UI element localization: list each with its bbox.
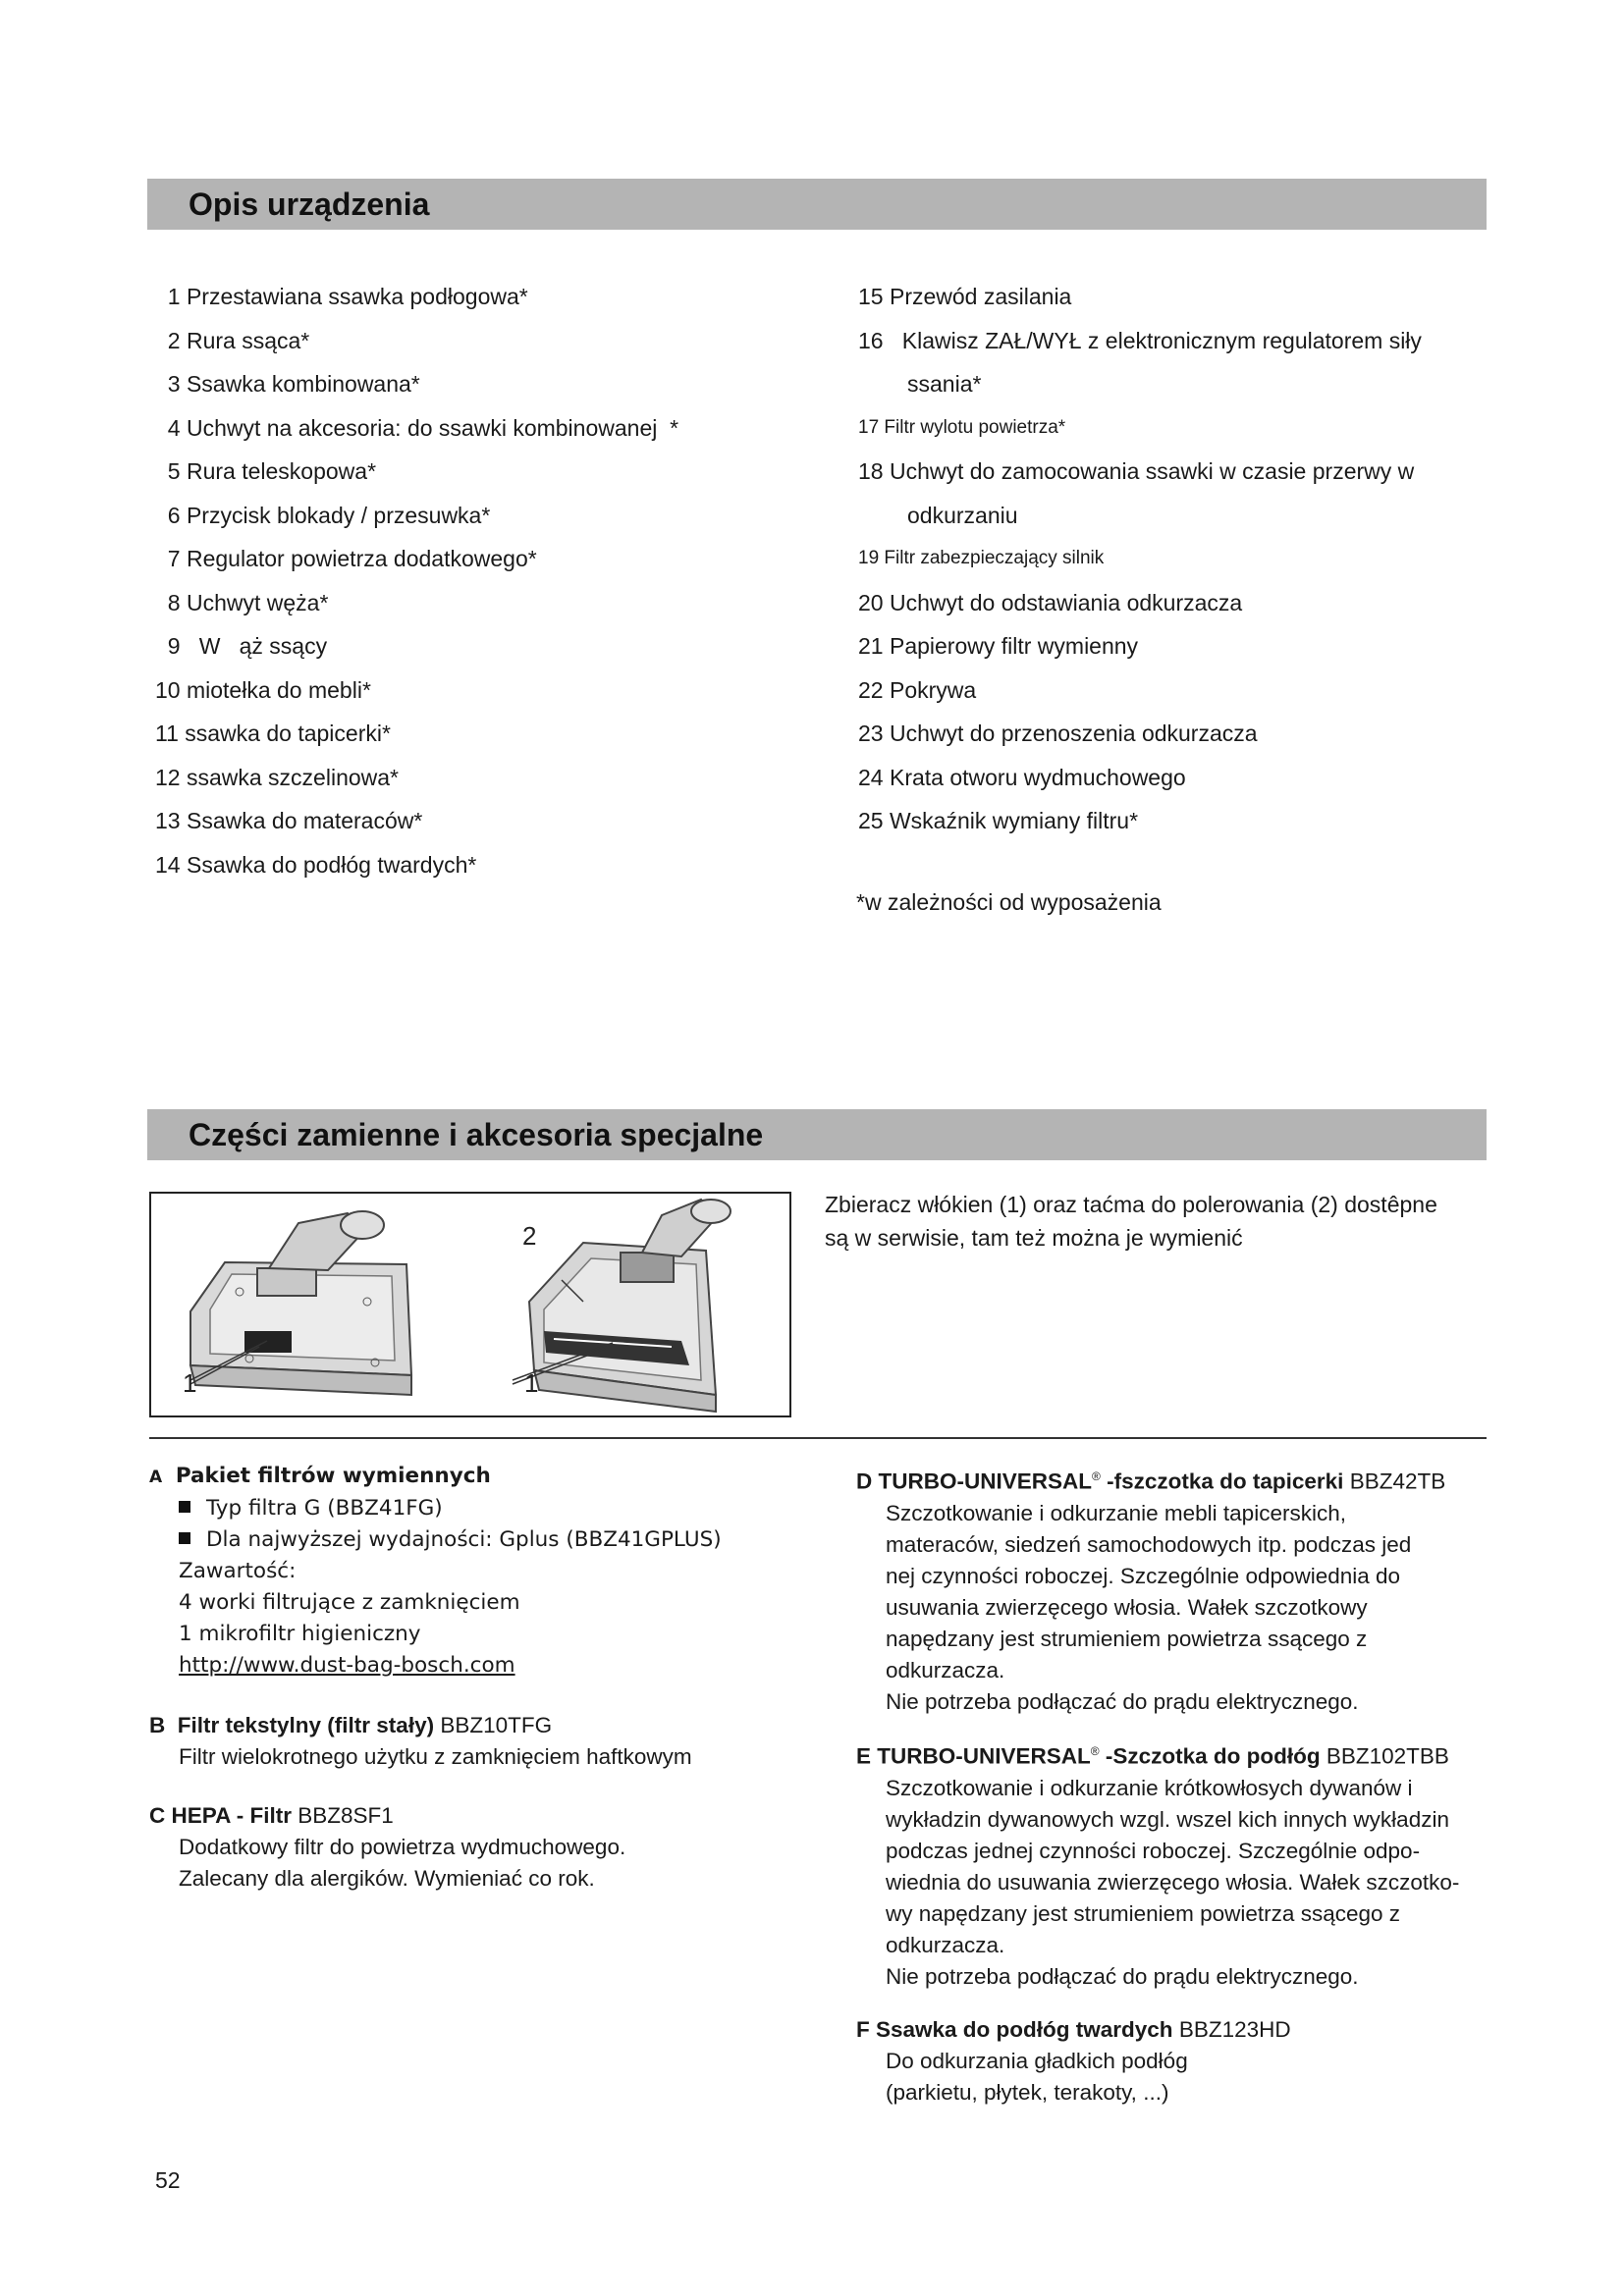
left-brush-drawing	[190, 1211, 411, 1395]
accessory-title-suffix: -fszczotka do tapicerki	[1100, 1468, 1344, 1494]
section-header-bar	[147, 1109, 1487, 1160]
contents-item: 4 worki filtrujące z zamknięciem	[179, 1590, 520, 1615]
accessory-letter: A	[149, 1468, 163, 1487]
registered-mark: ®	[1090, 1744, 1100, 1758]
list-item: 15 Przewód zasilania	[858, 284, 1072, 309]
list-item: 6 Przycisk blokady / przesuwka*	[155, 502, 491, 528]
accessory-title: Pakiet filtrów wymiennych	[175, 1464, 491, 1488]
figure-label-1-right: 1	[524, 1368, 539, 1398]
accessory-description: usuwania zwierzęcego włosia. Wałek szczotkowy	[886, 1594, 1368, 1620]
accessory-description: materaców, siedzeń samochodowych itp. podczas jed	[886, 1531, 1412, 1557]
brush-illustration	[149, 1192, 791, 1417]
list-item: 18 Uchwyt do zamocowania ssawki w czasie przerwy w	[858, 458, 1415, 484]
accessory-title: D TURBO-UNIVERSAL	[856, 1468, 1092, 1494]
accessory-description: Szczotkowanie i odkurzanie krótkowłosych dywanów i	[886, 1775, 1413, 1800]
contents-item: 1 mikrofiltr higieniczny	[179, 1622, 421, 1646]
list-item-continuation: odkurzaniu	[907, 502, 1018, 528]
accessory-code: BBZ123HD	[1178, 2017, 1291, 2042]
accessory-title: F Ssawka do podłóg twardych	[856, 2017, 1173, 2042]
list-item: 8 Uchwyt węża*	[155, 589, 329, 615]
note-line: Zbieracz włókien (1) oraz taćma do polerowania (2) dostêpne	[825, 1192, 1437, 1217]
registered-mark: ®	[1092, 1469, 1101, 1483]
section-title-device-description: Opis urządzenia	[189, 187, 430, 222]
parts-list-right	[858, 275, 1487, 843]
list-item: 12 ssawka szczelinowa*	[155, 764, 400, 790]
list-item: 9 W ąż ssący	[155, 633, 328, 659]
list-item: 23 Uchwyt do przenoszenia odkurzacza	[858, 721, 1258, 746]
accessory-letter: B	[149, 1713, 166, 1737]
list-item: 11 ssawka do tapicerki*	[155, 721, 391, 746]
list-item: 3 Ssawka kombinowana*	[155, 371, 420, 397]
accessory-description: odkurzacza.	[886, 1657, 1005, 1682]
contents-label: Zawartość:	[179, 1559, 297, 1583]
list-item: 21 Papierowy filtr wymienny	[858, 633, 1139, 659]
accessory-description: Do odkurzania gładkich podłóg	[886, 2049, 1188, 2073]
accessory-title-suffix: -Szczotka do podłóg	[1099, 1743, 1321, 1769]
list-item: 19 Filtr zabezpieczający silnik	[858, 548, 1105, 568]
section-header-bar	[147, 179, 1487, 230]
accessory-description: wy napędzany jest strumieniem powietrza ssącego z	[886, 1900, 1400, 1926]
dust-bag-link[interactable]: http://www.dust-bag-bosch.com	[179, 1653, 515, 1678]
accessory-description: podczas jednej czynności roboczej. Szczególnie odpo-	[886, 1838, 1421, 1863]
note-line: są w serwisie, tam też można je wymienić	[825, 1225, 1243, 1251]
list-item: 13 Ssawka do materaców*	[155, 808, 423, 833]
filter-type-gplus: Dla najwyższej wydajności: Gplus (BBZ41GPLUS)	[206, 1527, 722, 1552]
accessory-description: nej czynności roboczej. Szczególnie odpowiednia do	[886, 1563, 1401, 1588]
accessory-description: Szczotkowanie i odkurzanie mebli tapicerskich,	[886, 1500, 1346, 1525]
accessory-code: BBZ42TB	[1349, 1468, 1446, 1494]
parts-list-left	[155, 275, 842, 886]
accessory-description: Nie potrzeba podłączać do prądu elektrycznego.	[886, 1963, 1359, 1989]
accessory-title: HEPA - Filtr	[171, 1803, 293, 1828]
accessory-code: BBZ102TBB	[1326, 1743, 1449, 1769]
accessory-description: (parkietu, płytek, terakoty, ...)	[886, 2080, 1169, 2105]
accessory-b	[149, 1710, 837, 1773]
list-item: 22 Pokrywa	[858, 676, 977, 703]
spare-parts-note	[825, 1188, 1492, 1255]
section-title-spare-parts: Części zamienne i akcesoria specjalne	[189, 1117, 764, 1152]
list-item: 14 Ssawka do podłóg twardych*	[155, 851, 477, 878]
figure-label-1-left: 1	[183, 1368, 197, 1398]
accessory-e	[856, 1735, 1524, 1993]
accessory-description: Dodatkowy filtr do powietrza wydmuchowego.	[179, 1835, 626, 1859]
list-item: 1 Przestawiana ssawka podłogowa*	[155, 284, 528, 309]
accessory-description: wykładzin dywanowych wzgl. wszel kich innych wykładzin	[886, 1806, 1449, 1832]
accessory-a	[149, 1461, 837, 1682]
accessory-f	[856, 2014, 1524, 2109]
list-item: 5 Rura teleskopowa*	[155, 458, 377, 484]
accessory-title: E TURBO-UNIVERSAL	[856, 1743, 1091, 1769]
accessory-code: BBZ10TFG	[440, 1713, 553, 1737]
divider	[149, 1437, 1487, 1439]
accessory-title: Filtr tekstylny (filtr stały)	[177, 1713, 435, 1737]
filter-type-g: Typ filtra G (BBZ41FG)	[206, 1496, 443, 1521]
page-number: 52	[155, 2167, 181, 2193]
list-item: 16 Klawisz ZAŁ/WYŁ z elektronicznym regulatorem siły	[858, 327, 1422, 353]
equipment-footnote: *w zależności od wyposażenia	[856, 889, 1162, 915]
list-item: 17 Filtr wylotu powietrza*	[858, 416, 1066, 438]
accessory-code: BBZ8SF1	[298, 1803, 394, 1828]
list-item: 25 Wskaźnik wymiany filtru*	[858, 808, 1139, 833]
accessory-description: napędzany jest strumieniem powietrza ssącego z	[886, 1626, 1368, 1651]
brush-drawings-svg	[151, 1194, 789, 1415]
bullet-square-icon	[179, 1501, 190, 1513]
list-item: 4 Uchwyt na akcesoria: do ssawki kombinowanej *	[155, 414, 679, 441]
accessory-description: wiednia do usuwania zwierzęcego włosia. Wałek szczotko-	[886, 1869, 1460, 1895]
list-item: 20 Uchwyt do odstawiania odkurzacza	[858, 589, 1243, 615]
accessory-description: Filtr wielokrotnego użytku z zamknięciem haftkowym	[179, 1744, 692, 1769]
bullet-square-icon	[179, 1532, 190, 1544]
accessory-letter: C	[149, 1803, 166, 1828]
right-brush-drawing	[513, 1200, 731, 1412]
accessory-description: Nie potrzeba podłączać do prądu elektrycznego.	[886, 1688, 1359, 1714]
accessory-description: odkurzacza.	[886, 1932, 1005, 1957]
list-item: 10 miotełka do mebli*	[155, 676, 371, 703]
list-item: 24 Krata otworu wydmuchowego	[858, 764, 1186, 790]
list-item: 7 Regulator powietrza dodatkowego*	[155, 546, 537, 571]
list-item-continuation: ssania*	[907, 371, 982, 397]
accessory-d	[856, 1461, 1524, 1718]
figure-label-2: 2	[522, 1221, 537, 1251]
list-item: 2 Rura ssąca*	[155, 327, 310, 353]
accessory-c	[149, 1800, 837, 1895]
accessory-description: Zalecany dla alergików. Wymieniać co rok.	[179, 1866, 595, 1891]
